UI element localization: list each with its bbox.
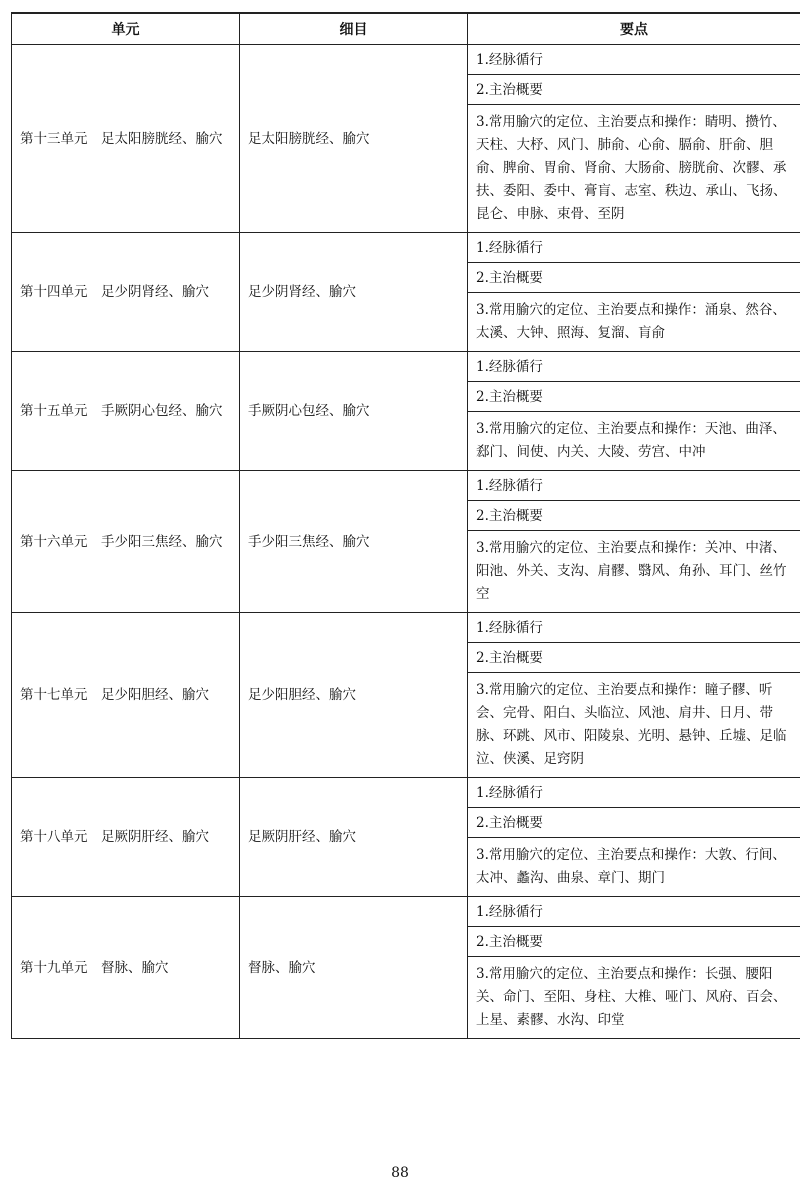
table-body <box>12 45 800 1039</box>
point-cell: 1.经脉循行 <box>468 613 800 643</box>
point-cell: 2.主治概要 <box>468 382 800 412</box>
point-cell: 2.主治概要 <box>468 263 800 293</box>
table-row <box>12 233 800 263</box>
point-cell: 1.经脉循行 <box>468 471 800 501</box>
point-cell: 2.主治概要 <box>468 808 800 838</box>
unit-cell: 第十四单元 足少阴肾经、腧穴 <box>12 233 240 352</box>
unit-cell: 第十七单元 足少阳胆经、腧穴 <box>12 613 240 778</box>
detail-cell: 督脉、腧穴 <box>240 897 468 1039</box>
syllabus-table <box>11 12 800 1039</box>
point-cell: 1.经脉循行 <box>468 352 800 382</box>
detail-cell: 手厥阴心包经、腧穴 <box>240 352 468 471</box>
point-cell: 3.常用腧穴的定位、主治要点和操作：关冲、中渚、阳池、外关、支沟、肩髎、翳风、角孙、耳门、丝竹空 <box>468 531 800 613</box>
unit-cell: 第十六单元 手少阳三焦经、腧穴 <box>12 471 240 613</box>
point-cell: 1.经脉循行 <box>468 897 800 927</box>
detail-cell: 足厥阴肝经、腧穴 <box>240 778 468 897</box>
point-cell: 1.经脉循行 <box>468 45 800 75</box>
point-cell: 2.主治概要 <box>468 927 800 957</box>
header-unit: 单元 <box>12 13 240 45</box>
table-header-row <box>12 13 800 45</box>
unit-cell: 第十九单元 督脉、腧穴 <box>12 897 240 1039</box>
point-cell: 3.常用腧穴的定位、主治要点和操作：睛明、攒竹、天柱、大杼、风门、肺俞、心俞、膈俞、肝俞、胆俞、脾俞、胃俞、肾俞、大肠俞、膀胱俞、次髎、承扶、委阳、委中、膏肓、志室、秩边、承山、飞扬、昆仑、申脉、束骨、至阴 <box>468 105 800 233</box>
detail-cell: 足少阴肾经、腧穴 <box>240 233 468 352</box>
detail-cell: 足太阳膀胱经、腧穴 <box>240 45 468 233</box>
header-detail: 细目 <box>240 13 468 45</box>
table-row <box>12 778 800 808</box>
table-row <box>12 45 800 75</box>
header-points: 要点 <box>468 13 800 45</box>
point-cell: 1.经脉循行 <box>468 233 800 263</box>
point-cell: 3.常用腧穴的定位、主治要点和操作：瞳子髎、听会、完骨、阳白、头临泣、风池、肩井、日月、带脉、环跳、风市、阳陵泉、光明、悬钟、丘墟、足临泣、侠溪、足窍阴 <box>468 673 800 778</box>
point-cell: 2.主治概要 <box>468 501 800 531</box>
table-row <box>12 897 800 927</box>
point-cell: 3.常用腧穴的定位、主治要点和操作：长强、腰阳关、命门、至阳、身柱、大椎、哑门、风府、百会、上星、素髎、水沟、印堂 <box>468 957 800 1039</box>
detail-cell: 足少阳胆经、腧穴 <box>240 613 468 778</box>
point-cell: 1.经脉循行 <box>468 778 800 808</box>
table-row <box>12 613 800 643</box>
page-number: 88 <box>391 1165 409 1181</box>
unit-cell: 第十三单元 足太阳膀胱经、腧穴 <box>12 45 240 233</box>
unit-cell: 第十八单元 足厥阴肝经、腧穴 <box>12 778 240 897</box>
point-cell: 3.常用腧穴的定位、主治要点和操作：涌泉、然谷、太溪、大钟、照海、复溜、肓俞 <box>468 293 800 352</box>
point-cell: 3.常用腧穴的定位、主治要点和操作：天池、曲泽、郄门、间使、内关、大陵、劳宫、中冲 <box>468 412 800 471</box>
detail-cell: 手少阳三焦经、腧穴 <box>240 471 468 613</box>
point-cell: 3.常用腧穴的定位、主治要点和操作：大敦、行间、太冲、蠡沟、曲泉、章门、期门 <box>468 838 800 897</box>
table-row <box>12 352 800 382</box>
table-row <box>12 471 800 501</box>
point-cell: 2.主治概要 <box>468 75 800 105</box>
point-cell: 2.主治概要 <box>468 643 800 673</box>
unit-cell: 第十五单元 手厥阴心包经、腧穴 <box>12 352 240 471</box>
